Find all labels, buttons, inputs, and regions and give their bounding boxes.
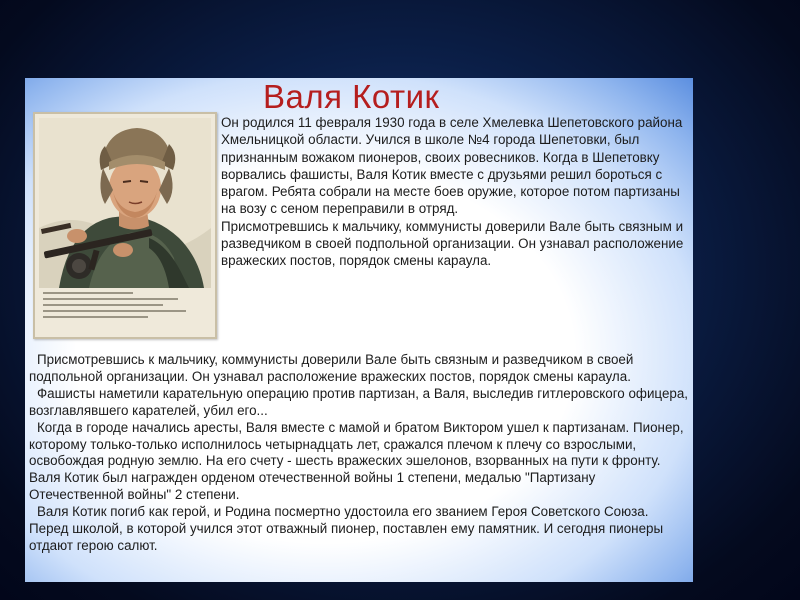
poster-illustration-icon — [39, 118, 211, 288]
biography-main-text — [29, 352, 691, 555]
main-paragraph-2: Фашисты наметили карательную операцию против партизан, а Валя, выследив гитлеровского офицера, возглавлявшего карателей, убил его... — [29, 385, 689, 418]
main-paragraph-4: Валя Котик погиб как герой, и Родина посмертно удостоила его званием Героя Советского Союза. Перед школой, в которой учился этот отважный пионер, поставлен ему памятник. И сегодня пионеры отдают герою салют. — [29, 504, 664, 553]
slide-panel — [25, 78, 693, 582]
slide-title: Валя Котик — [263, 78, 440, 115]
book-caption-lines — [43, 292, 193, 332]
main-paragraph-3: Когда в городе начались аресты, Валя вместе с мамой и братом Виктором ушел к партизанам. Пионер, которому только-только исполнилось четырнадцать лет, сражался плечом к плечу со взрослыми, освобождая родную землю. На его счету - шесть вражеских эшелонов, взорванных на пути к фронту. Валя Котик был награжден орденом отечественной войны 1 степени, медалью "Партизану Отечественной войны" 2 степени. — [29, 419, 684, 503]
intro-paragraph-1: Он родился 11 февраля 1930 года в селе Хмелевка Шепетовского района Хмельницкой области. Учился в школе №4 города Шепетовки, был признанным вожаком пионеров, своих ровесников. Когда в Шепетовку ворвались фашисты, Валя Котик вместе с друзьями решил бороться с врагом. Ребята собрали на месте боев оружие, которое потом партизаны на возу с сеном переправили в отряд. — [221, 115, 683, 217]
intro-paragraph-2: Присмотревшись к мальчику, коммунисты доверили Вале быть связным и разведчиком в своей подпольной организации. Он узнавал расположение вражеских постов, порядок смены караула. — [221, 218, 684, 269]
book-cover-image — [33, 112, 217, 339]
biography-intro-text — [221, 114, 691, 270]
main-paragraph-1: Присмотревшись к мальчику, коммунисты доверили Вале быть связным и разведчиком в своей подпольной организации. Он узнавал расположение вражеских постов, порядок смены караула. — [29, 352, 634, 384]
